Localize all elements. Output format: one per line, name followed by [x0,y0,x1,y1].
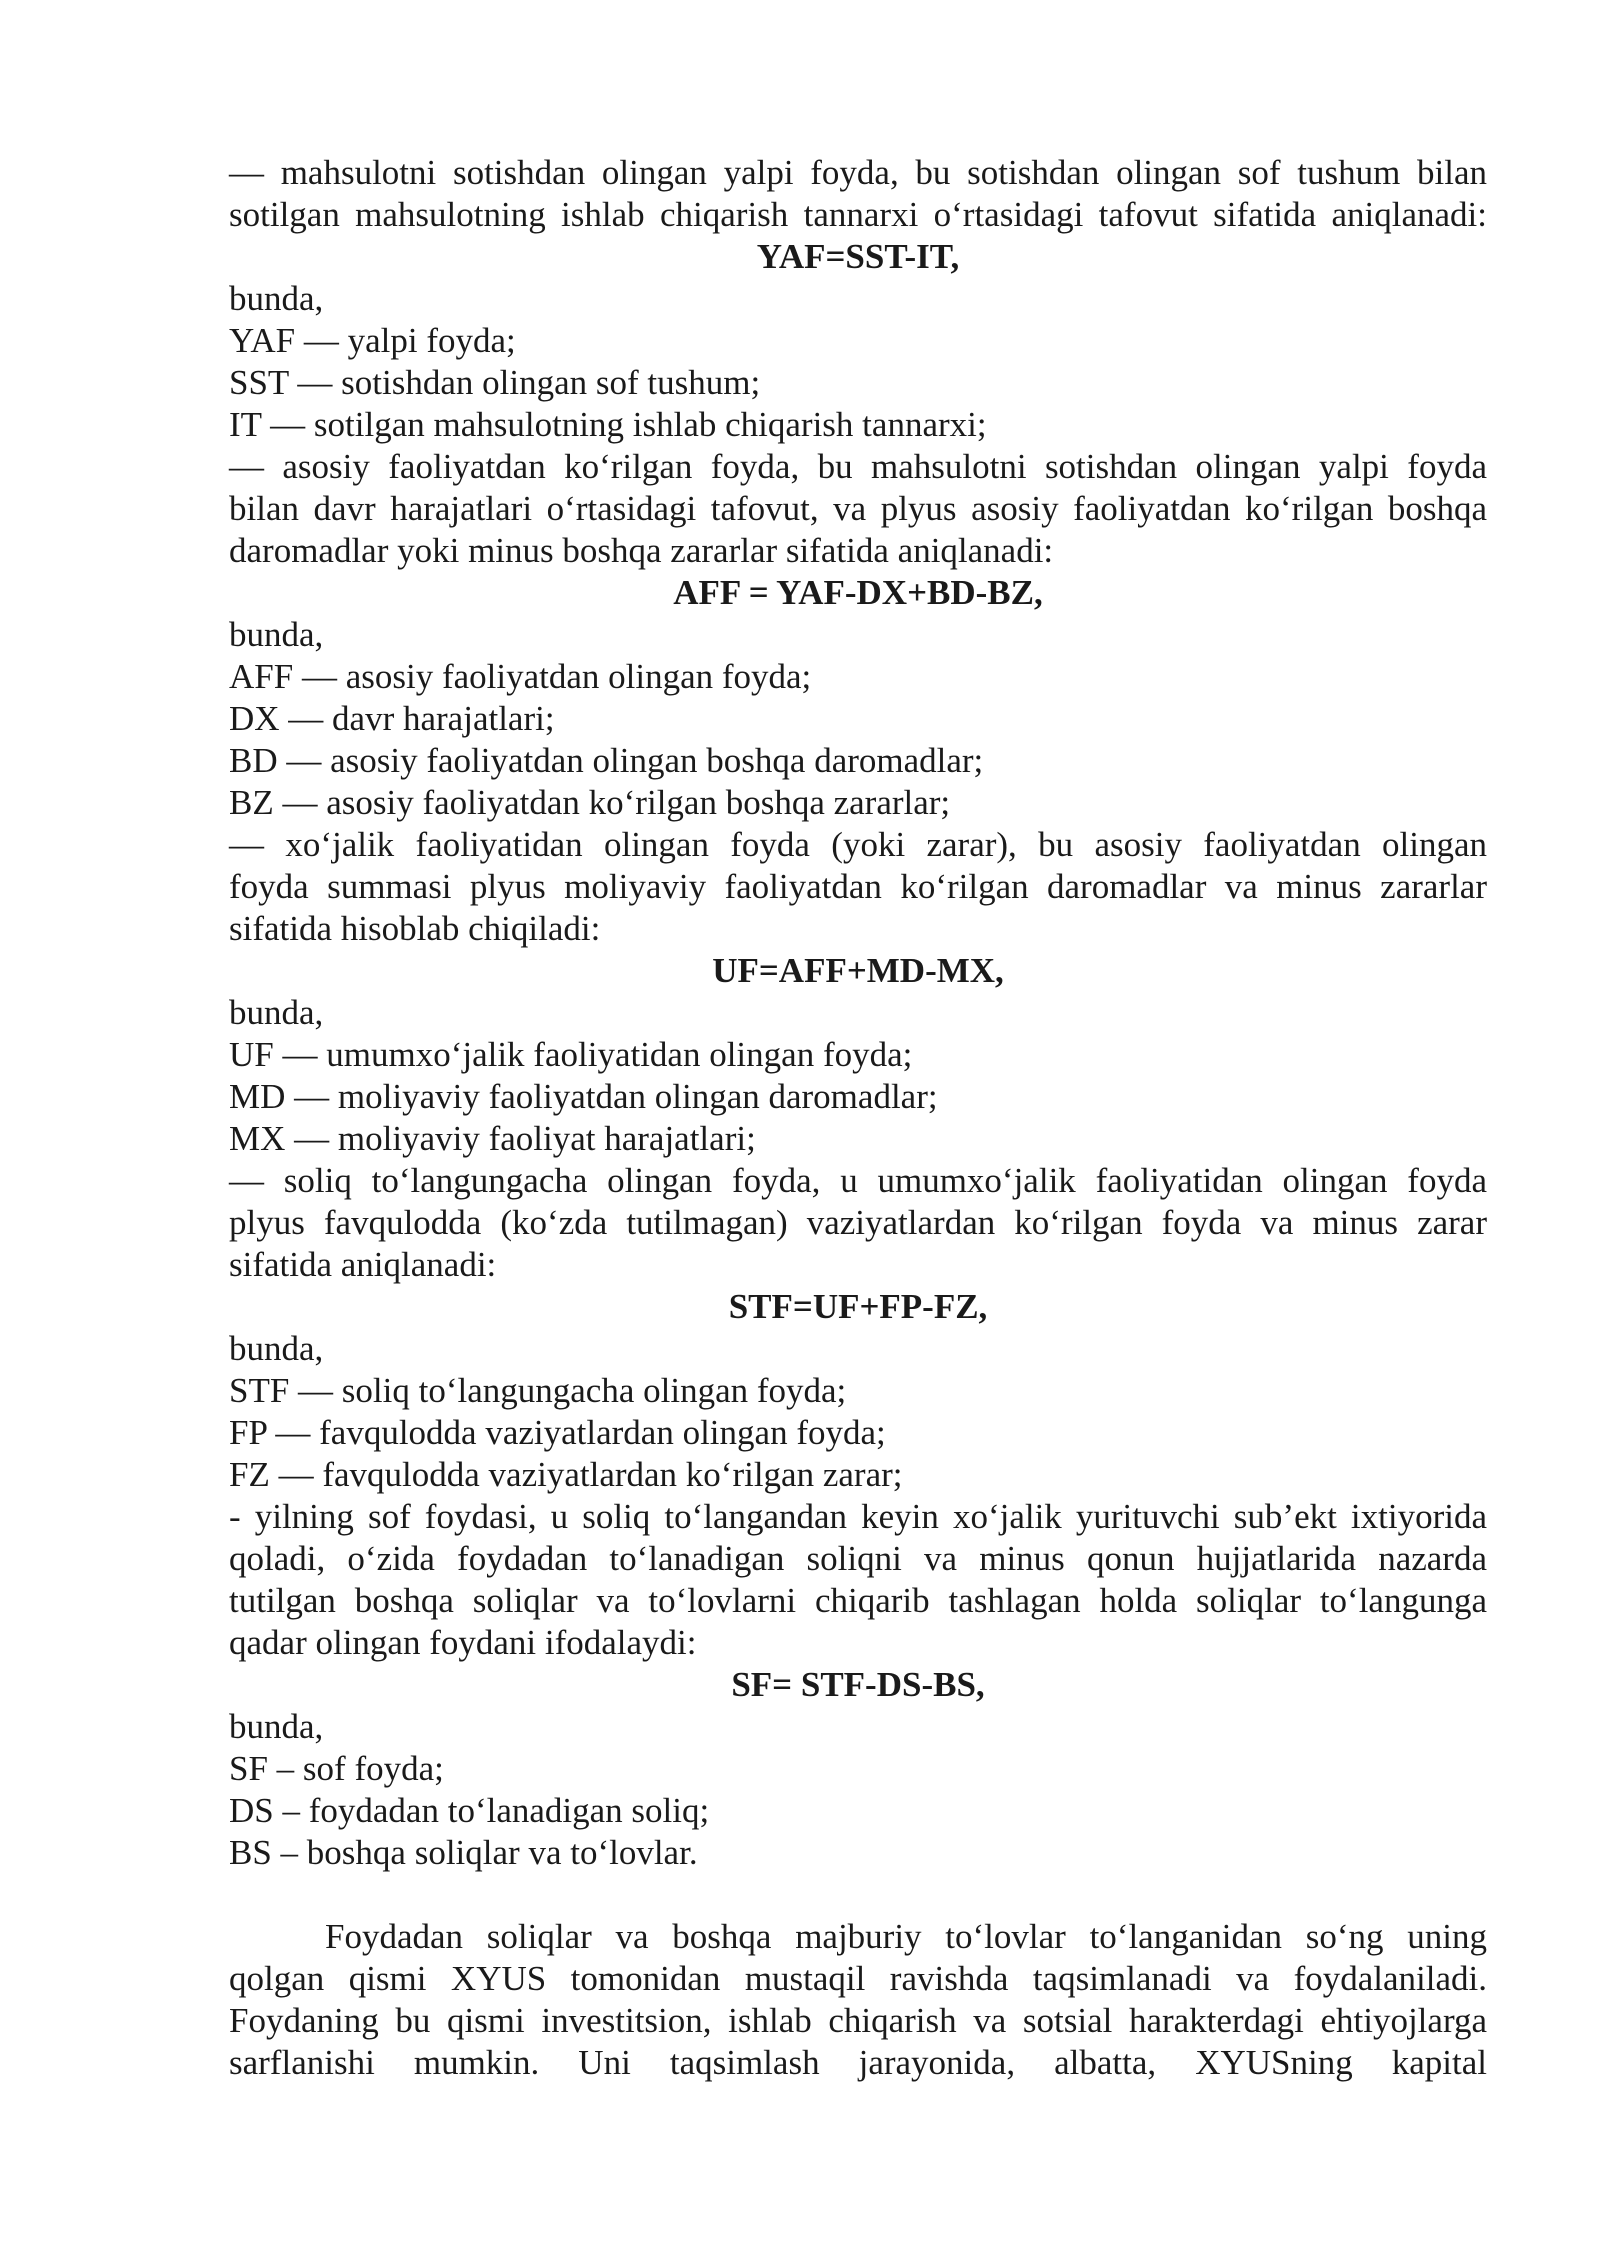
definition-line: SF – sof foyda; [229,1749,444,1788]
text-line: sifatida aniqlanadi: [229,1245,497,1284]
text-line: daromadlar yoki minus boshqa zararlar sifatida aniqlanadi: [229,531,1054,570]
definition-line: MX — moliyaviy faoliyat harajatlari; [229,1119,756,1158]
paragraph-gap [229,1874,1487,1916]
text-line: qadar olingan foydani ifodalaydi: [229,1623,697,1662]
text-line: bilan davr harajatlari o‘rtasidagi tafovut, va plyus asosiy faoliyatdan ko‘rilgan boshqa [229,489,1487,528]
text-line: plyus favqulodda (ko‘zda tutilmagan) vaziyatlardan ko‘rilgan foyda va minus zarar [229,1203,1487,1242]
text-line: bunda, [229,279,324,318]
definition-line: SST — sotishdan olingan sof tushum; [229,363,761,402]
formula-line: UF=AFF+MD-MX, [712,951,1004,990]
text-line: bunda, [229,993,324,1032]
definition-line: STF — soliq to‘langungacha olingan foyda; [229,1371,847,1410]
document-page [229,152,1487,2084]
definition-line: YAF — yalpi foyda; [229,321,516,360]
formula-line: YAF=SST-IT, [756,237,960,276]
text-line: - yilning sof foydasi, u soliq to‘langandan keyin xo‘jalik yurituvchi sub’ekt ixtiyorida [229,1497,1487,1536]
text-line: qoladi, o‘zida foydadan to‘lanadigan soliqni va minus qonun hujjatlarida nazarda [229,1539,1487,1578]
text-line: Foydaning bu qismi investitsion, ishlab chiqarish va sotsial harakterdagi ehtiyojlarga [229,2001,1487,2040]
text-line: sifatida hisoblab chiqiladi: [229,909,601,948]
text-line: bunda, [229,1707,324,1746]
text-line: Foydadan soliqlar va boshqa majburiy to‘lovlar to‘langanidan so‘ng uning [325,1917,1487,1956]
text-line: sotilgan mahsulotning ishlab chiqarish tannarxi o‘rtasidagi tafovut sifatida aniqlanadi: [229,195,1487,234]
definition-line: BZ — asosiy faoliyatdan ko‘rilgan boshqa zararlar; [229,783,951,822]
text-line: bunda, [229,615,324,654]
text-line: tutilgan boshqa soliqlar va to‘lovlarni chiqarib tashlagan holda soliqlar to‘langunga [229,1581,1487,1620]
text-line: — xo‘jalik faoliyatidan olingan foyda (yoki zarar), bu asosiy faoliyatdan olingan [229,825,1487,864]
definition-line: FZ — favqulodda vaziyatlardan ko‘rilgan zarar; [229,1455,903,1494]
text-line: qolgan qismi XYUS tomonidan mustaqil ravishda taqsimlanadi va foydalaniladi. [229,1959,1487,1998]
text-line: bunda, [229,1329,324,1368]
definition-line: AFF — asosiy faoliyatdan olingan foyda; [229,657,812,696]
definition-line: UF — umumxo‘jalik faoliyatidan olingan foyda; [229,1035,913,1074]
text-line: — mahsulotni sotishdan olingan yalpi foyda, bu sotishdan olingan sof tushum bilan [229,153,1487,192]
formula-line: AFF = YAF-DX+BD-BZ, [673,573,1043,612]
text-line: — asosiy faoliyatdan ko‘rilgan foyda, bu mahsulotni sotishdan olingan yalpi foyda [229,447,1487,486]
definition-line: IT — sotilgan mahsulotning ishlab chiqarish tannarxi; [229,405,987,444]
definition-line: FP — favqulodda vaziyatlardan olingan foyda; [229,1413,886,1452]
text-line: sarflanishi mumkin. Uni taqsimlash jarayonida, albatta, XYUSning kapital [229,2043,1487,2082]
definition-line: BS – boshqa soliqlar va to‘lovlar. [229,1833,698,1872]
text-line: — soliq to‘langungacha olingan foyda, u umumxo‘jalik faoliyatidan olingan foyda [229,1161,1487,1200]
definition-line: DX — davr harajatlari; [229,699,555,738]
formula-line: SF= STF-DS-BS, [731,1665,985,1704]
definition-line: DS – foydadan to‘lanadigan soliq; [229,1791,710,1830]
formula-line: STF=UF+FP-FZ, [728,1287,988,1326]
definition-line: BD — asosiy faoliyatdan olingan boshqa daromadlar; [229,741,984,780]
definition-line: MD — moliyaviy faoliyatdan olingan daromadlar; [229,1077,938,1116]
text-line: foyda summasi plyus moliyaviy faoliyatdan ko‘rilgan daromadlar va minus zararlar [229,867,1487,906]
